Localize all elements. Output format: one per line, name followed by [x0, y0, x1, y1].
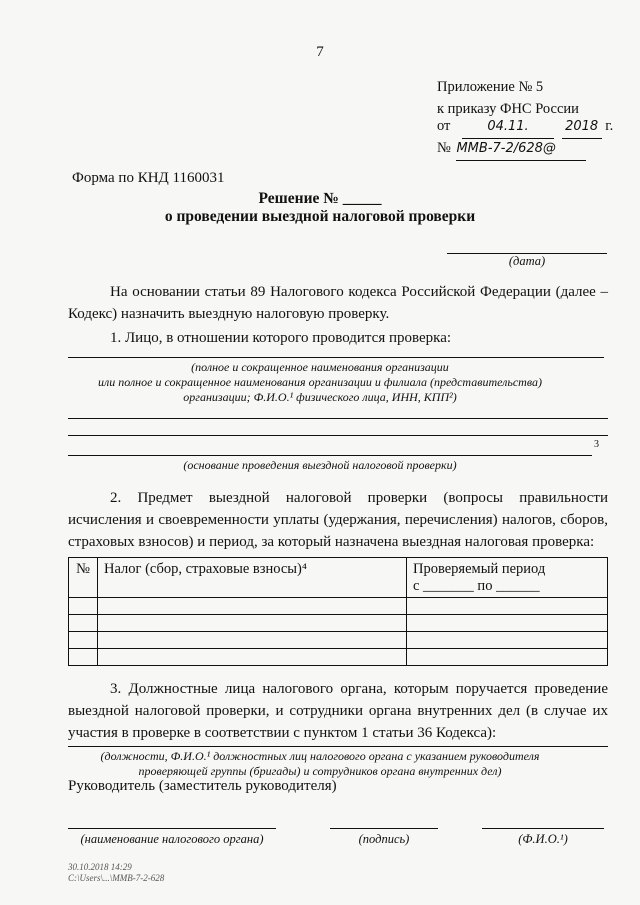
intro-text: На основании статьи 89 Налогового кодекса Российской Федерации (далее – Кодекс) назначить выездную налоговую проверку.: [68, 284, 608, 322]
date-suffix: г.: [605, 118, 614, 134]
org-caption: (наименование налогового органа): [80, 832, 264, 846]
table-row: [69, 632, 608, 649]
basis-line: [68, 455, 592, 456]
appendix-number: [437, 137, 586, 161]
basis-caption: (основание проведения выездной налоговой проверки): [183, 458, 457, 472]
person-caption-3: организации; Ф.И.О.¹ физического лица, ИНН, КПП²): [183, 390, 457, 404]
col-period-label: Проверяемый период: [413, 561, 546, 577]
table-row: [69, 649, 608, 666]
date-prefix: от: [437, 118, 451, 134]
person-line: [68, 357, 604, 358]
fio-line: [482, 828, 604, 829]
col-period: [407, 558, 608, 598]
decision-subtitle: о проведении выездной налоговой проверки: [164, 208, 476, 225]
person-caption-2: или полное и сокращенное наименования организации и филиала (представительства): [98, 375, 542, 389]
section1-label: 1. Лицо, в отношении которого проводится проверка:: [110, 330, 452, 346]
appendix-date: [437, 115, 613, 139]
footnote-mark: 3: [594, 439, 599, 450]
decision-title: Решение № _____: [258, 190, 382, 207]
col-tax: Налог (сбор, страховые взносы)⁴: [98, 558, 407, 598]
number-value: ММВ-7-2/628@: [456, 138, 586, 161]
date-caption: (дата): [508, 254, 546, 268]
blank-line-2: [68, 435, 608, 436]
col-period-range: с _______ по ______: [413, 578, 540, 594]
head-label: Руководитель (заместитель руководителя): [68, 778, 337, 794]
section3-text: 3. Должностные лица налогового органа, которым поручается проведение выездной налоговой проверки, и сотрудники органа внутренних дел (в случае их участия в проверке в соответствии с пунктом 1 статьи 36 Кодекса):: [68, 681, 608, 741]
form-code: Форма по КНД 1160031: [72, 170, 225, 186]
col-number: №: [69, 558, 98, 598]
signature-line: [330, 828, 438, 829]
person-caption-1: (полное и сокращенное наименования организации: [191, 360, 449, 374]
table-row: [69, 598, 608, 615]
section2-text: 2. Предмет выездной налоговой проверки (вопросы правильности исчисления и своевременности уплаты (удержания, перечисления) налогов, сборов, страховых взносов) и период, за который назначена выездная налоговая проверка:: [68, 490, 608, 550]
org-sign-line: [68, 828, 276, 829]
fio-caption: (Ф.И.О.¹): [518, 832, 568, 846]
officials-caption-1: (должности, Ф.И.О.¹ должностных лиц налогового органа с указанием руководителя: [100, 749, 540, 763]
blank-line-1: [68, 418, 608, 419]
officials-caption-2: проверяющей группы (бригады) и сотрудников органа внутренних дел): [138, 764, 502, 778]
signature-caption: (подпись): [358, 832, 410, 846]
number-prefix: №: [437, 140, 451, 156]
footer-path: С:\Users\...\ММВ-7-2-628: [68, 873, 165, 883]
footer-timestamp: 30.10.2018 14:29: [68, 862, 132, 872]
appendix-order: к приказу ФНС России: [437, 101, 579, 117]
tax-table: [68, 557, 608, 666]
officials-line: [68, 746, 608, 747]
appendix-title: Приложение № 5: [437, 79, 544, 95]
table-header-row: [69, 558, 608, 598]
page-number: 7: [316, 44, 324, 60]
table-row: [69, 615, 608, 632]
date-day: 04.11.: [462, 116, 554, 139]
date-year: 2018: [562, 116, 602, 139]
